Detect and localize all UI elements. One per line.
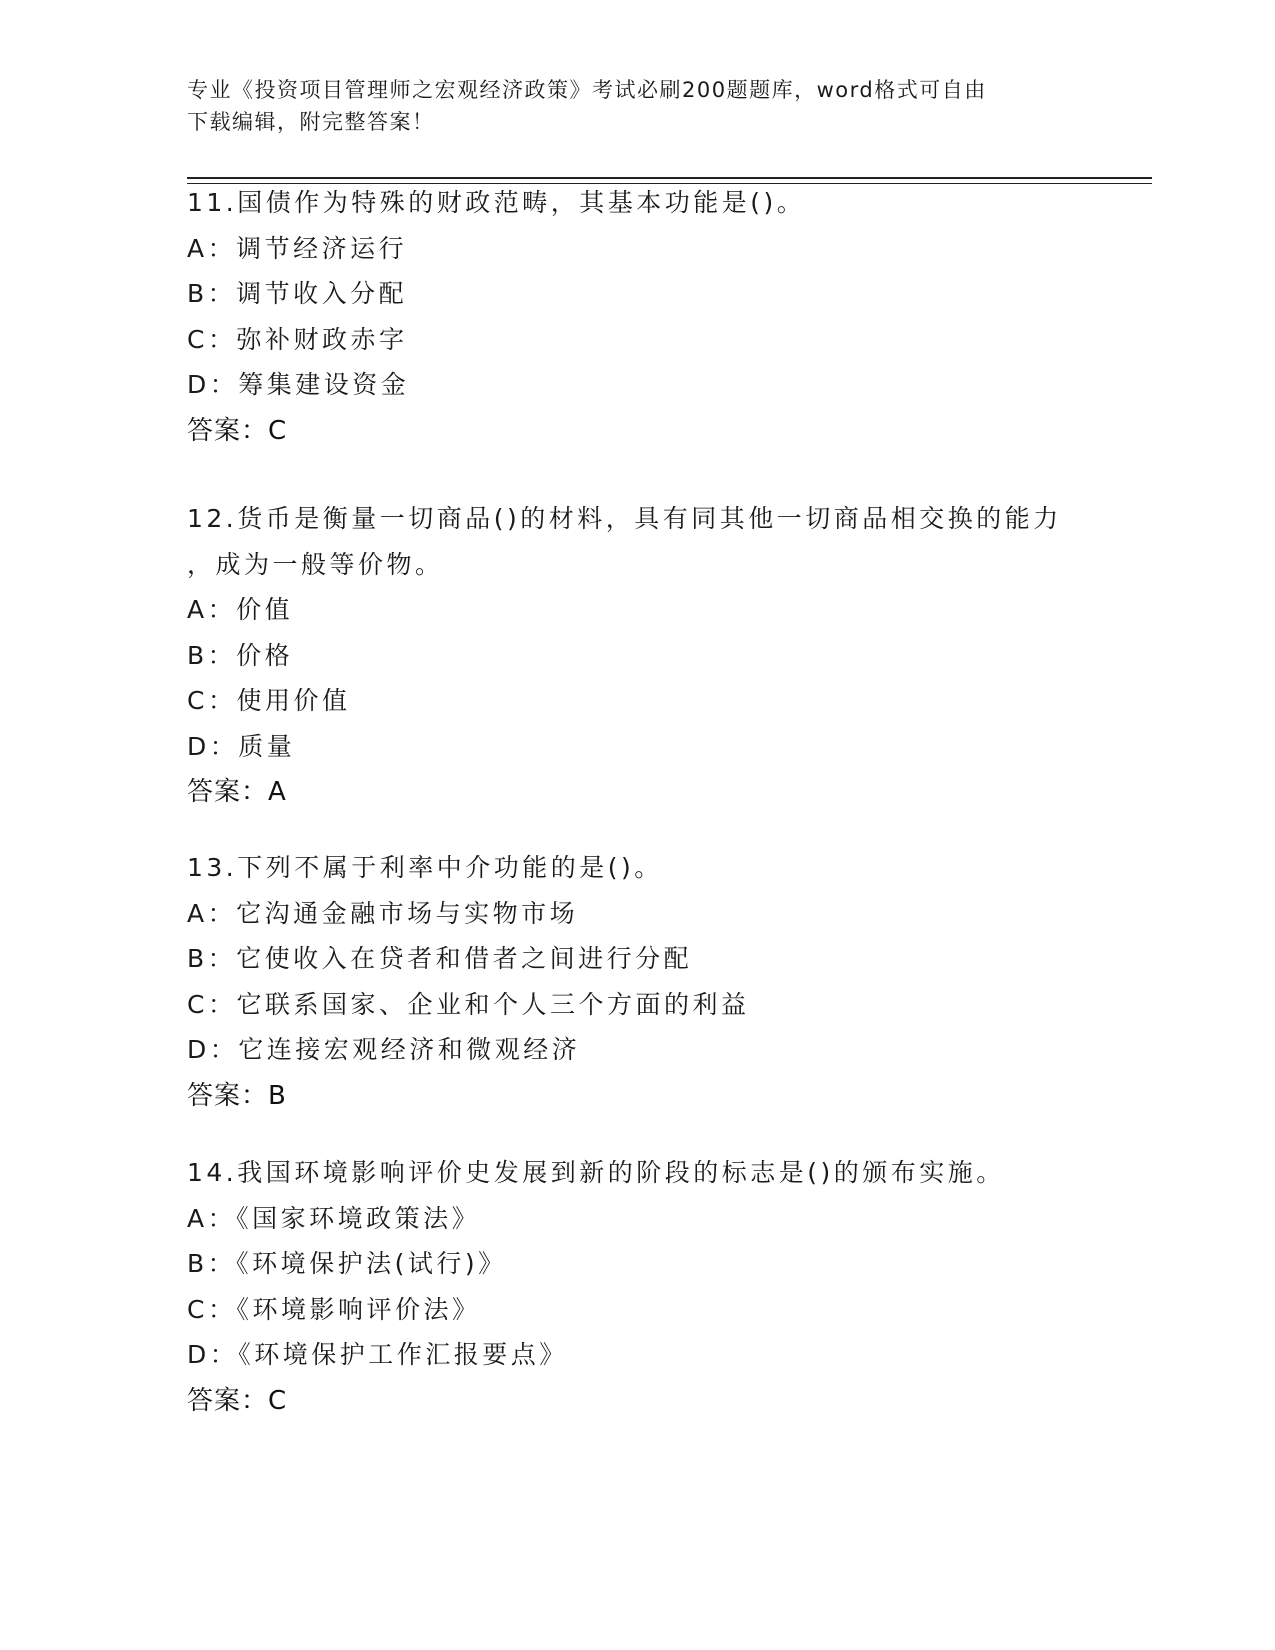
- header-line-2: 下载编辑，附完整答案！: [187, 110, 435, 134]
- option-a: A：它沟通金融市场与实物市场: [187, 898, 579, 928]
- option-a: A：《国家环境政策法》: [187, 1203, 481, 1233]
- answer: 答案：C: [187, 415, 288, 446]
- option-a: A：调节经济运行: [187, 233, 408, 263]
- option-c: C：《环境影响评价法》: [187, 1294, 481, 1324]
- option-d: D：质量: [187, 731, 296, 761]
- question-text: 13.下列不属于利率中介功能的是()。: [187, 853, 663, 882]
- option-d: D：它连接宏观经济和微观经济: [187, 1035, 581, 1064]
- option-c: C：使用价值: [187, 686, 351, 715]
- question-text-line-2: ，成为一般等价物。: [187, 549, 444, 579]
- option-d: D：《环境保护工作汇报要点》: [187, 1340, 568, 1369]
- question-14: [187, 1150, 1087, 1424]
- document-header: [187, 74, 1077, 138]
- question-13: [187, 845, 1087, 1119]
- option-b: B：它使收入在贷者和借者之间进行分配: [187, 944, 693, 973]
- option-b: B：调节收入分配: [187, 279, 408, 308]
- option-b: B：价格: [187, 640, 294, 670]
- answer: 答案：B: [187, 1080, 287, 1111]
- answer: 答案：C: [187, 1385, 288, 1416]
- option-b: B：《环境保护法(试行)》: [187, 1249, 507, 1278]
- answer: 答案：A: [187, 777, 287, 807]
- header-line-1: 专业《投资项目管理师之宏观经济政策》考试必刷200题题库，word格式可自由: [187, 78, 987, 102]
- question-text-line-1: 12.货币是衡量一切商品()的材料，具有同其他一切商品相交换的能力: [187, 504, 1062, 533]
- option-c: C：它联系国家、企业和个人三个方面的利益: [187, 989, 750, 1019]
- option-d: D：筹集建设资金: [187, 370, 410, 399]
- header-divider-thick: [187, 177, 1152, 179]
- question-11: [187, 180, 1087, 454]
- question-text: 14.我国环境影响评价史发展到新的阶段的标志是()的颁布实施。: [187, 1158, 1005, 1187]
- option-a: A：价值: [187, 595, 294, 624]
- question-12: [187, 496, 1087, 815]
- option-c: C：弥补财政赤字: [187, 324, 408, 354]
- question-text: 11.国债作为特殊的财政范畴，其基本功能是()。: [187, 188, 806, 217]
